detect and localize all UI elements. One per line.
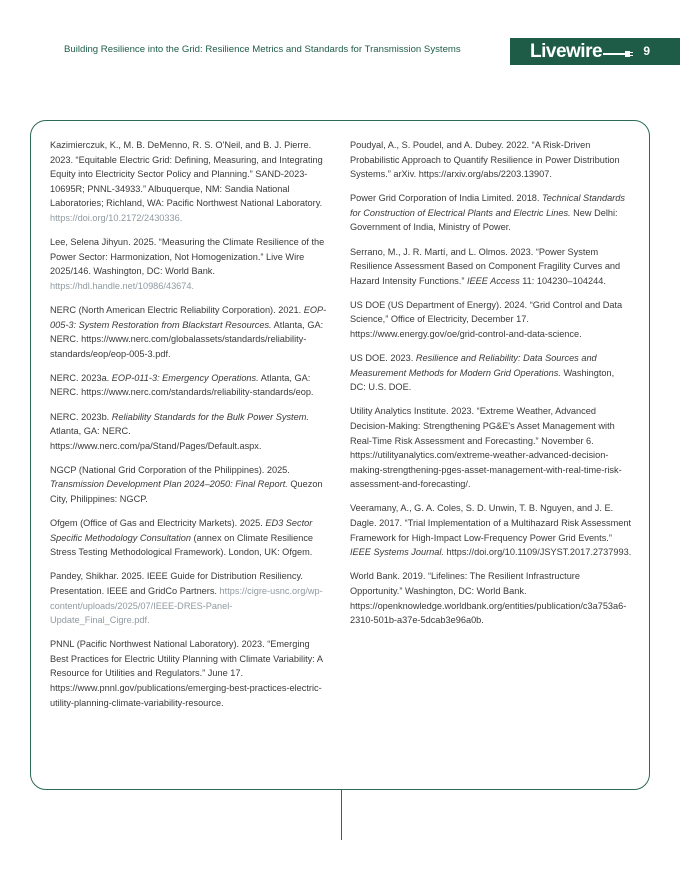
- references-left-column: [50, 138, 328, 720]
- reference-text: Quezon City, Philippines: NGCP.: [50, 479, 323, 504]
- reference-text: Pandey, Shikhar. 2025. IEEE Guide for Distribution Resiliency. Presentation. IEEE and GridCo Partners.: [50, 571, 303, 596]
- reference-text: Serrano, M., J. R. Martí, and L. Olmos. 2023. “Power System Resilience Assessment Based on Component Fragility Curves and Hazard Intensity Functions.”: [350, 246, 621, 286]
- reference-entry: [350, 351, 632, 395]
- reference-title: Transmission Development Plan 2024–2050: Final Report.: [50, 479, 288, 490]
- reference-text: US DOE. 2023.: [350, 353, 416, 364]
- livewire-logo: [530, 40, 633, 63]
- reference-entry: [350, 298, 632, 342]
- reference-link[interactable]: https://cigre-usnc.org/wp-content/uploads/2025/07/IEEE-DRES-Panel-Update_Final_Cigre.pdf.: [50, 585, 323, 626]
- reference-title: Resilience and Reliability: Data Sources and Measurement Methods for Modern Grid Operations.: [350, 353, 597, 378]
- reference-entry: [350, 191, 632, 235]
- reference-text: https://doi.org/10.1109/JSYST.2017.2737993.: [443, 547, 632, 558]
- brand-bar: [510, 38, 680, 65]
- column-divider: [341, 790, 342, 840]
- reference-entry: [350, 569, 632, 627]
- reference-text: New Delhi: Government of India, Ministry of Power.: [350, 207, 618, 233]
- reference-text: Atlanta, GA: NERC. https://www.nerc.com/globalassets/standards/reliability-standards/eop/eop-005-3.pdf.: [50, 319, 324, 359]
- logo-wordmark: Livewire: [530, 41, 603, 62]
- running-header-title: Building Resilience into the Grid: Resilience Metrics and Standards for Transmission Systems: [64, 44, 461, 55]
- reference-title: Technical Standards for Construction of Electrical Plants and Electric Lines.: [350, 193, 625, 218]
- reference-text: Power Grid Corporation of India Limited. 2018.: [350, 193, 543, 204]
- reference-title: EOP-011-3: Emergency Operations.: [111, 372, 259, 383]
- reference-text: Lee, Selena Jihyun. 2025. “Measuring the Climate Resilience of the Power Sector: Harmonization, Not Homogenization.” Live Wire 2025/146. Washington, DC: World Bank.: [50, 237, 325, 277]
- reference-text: NERC. 2023a.: [50, 372, 112, 383]
- reference-text: Atlanta, GA: NERC. https://www.nerc.com/pa/Stand/Pages/Default.aspx.: [50, 426, 262, 451]
- reference-entry: [350, 501, 632, 559]
- reference-text: PNNL (Pacific Northwest National Laboratory). 2023. “Emerging Best Practices for Electric Utility Planning with Climate Variability: A Resource for Utilities and Regulators.” June 17. https://www.pnnl.gov/publications/emerging-best-practices-electric-utility-planning-climate-variability-resource.: [50, 639, 323, 708]
- reference-text: Utility Analytics Institute. 2023. “Extreme Weather, Advanced Decision-Making: Strengthening PG&E's Asset Management with Real-Time Risk Assessment and Forecasting.” November 6. https://utilityanalytics.com/extreme-weather-advanced-decision-making-strengthening-pges-asset-management-with-real-time-risk-assessment-and-forecasting/.: [350, 406, 622, 490]
- reference-text: 11: 104230–104244.: [519, 275, 606, 286]
- reference-text: NERC (North American Electric Reliability Corporation). 2021.: [50, 304, 304, 315]
- reference-title: IEEE Systems Journal.: [350, 547, 444, 558]
- reference-entry: [50, 637, 328, 710]
- page-number: 9: [643, 44, 650, 58]
- reference-entry: [50, 235, 328, 293]
- reference-entry: [50, 303, 328, 361]
- reference-text: US DOE (US Department of Energy). 2024. “Grid Control and Data Science,” Office of Electricity, December 17. https://www.energy.gov/oe/grid-control-and-data-science.: [350, 299, 623, 340]
- reference-text: (annex on Climate Resilience Stress Testing Methodological Framework). London, UK: Ofgem.: [50, 532, 314, 558]
- reference-entry: [350, 404, 632, 492]
- reference-text: NGCP (National Grid Corporation of the Philippines). 2025.: [50, 464, 290, 475]
- reference-title: Reliability Standards for the Bulk Power System.: [111, 411, 309, 422]
- reference-text: Washington, DC: U.S. DOE.: [350, 367, 615, 393]
- reference-link[interactable]: https://hdl.handle.net/10986/43674.: [50, 280, 195, 291]
- reference-entry: [350, 138, 632, 182]
- reference-text: Atlanta, GA: NERC. https://www.nerc.com/standards/reliability-standards/eop.: [50, 372, 314, 398]
- reference-text: Poudyal, A., S. Poudel, and A. Dubey. 2022. “A Risk-Driven Probabilistic Approach to Quantify Resilience in Power Distribution Systems.” arXiv. https://arxiv.org/abs/2203.13907.: [350, 140, 620, 180]
- reference-entry: [50, 410, 328, 454]
- reference-text: World Bank. 2019. “Lifelines: The Resilient Infrastructure Opportunity.” Washington, DC: World Bank. https://openknowledge.worldbank.org/entities/publication/c3a753a6-2310-501b-a37e-5dcab3e96a0b.: [350, 571, 627, 626]
- reference-title: IEEE Access: [466, 275, 520, 286]
- reference-link[interactable]: https://doi.org/10.2172/2430336.: [50, 212, 183, 223]
- reference-entry: [50, 569, 328, 627]
- reference-entry: [50, 138, 328, 226]
- reference-entry: [350, 245, 632, 289]
- references-right-column: [350, 138, 632, 637]
- reference-entry: [50, 463, 328, 507]
- reference-text: NERC. 2023b.: [50, 411, 112, 422]
- reference-title: EOP-005-3: System Restoration from Blackstart Resources.: [50, 304, 327, 330]
- plug-icon: [603, 50, 633, 58]
- reference-entry: [50, 371, 328, 400]
- reference-text: Kazimierczuk, K., M. B. DeMenno, R. S. O'Neil, and B. J. Pierre. 2023. “Equitable Electric Grid: Defining, Measuring, and Integrating Equity into Electricity Sector Policy and Planning.” SAND-2023-10695R; PNNL-34933.” Albuquerque, NM: Sandia National Laboratories; Richland, WA: Pacific Northwest National Laboratory.: [50, 140, 323, 209]
- reference-text: Veeramany, A., G. A. Coles, S. D. Unwin, T. B. Nguyen, and J. E. Dagle. 2017. “Trial Implementation of a Multihazard Risk Assessment Framework for High-Impact Low-Frequency Power Grid Events.”: [350, 503, 632, 543]
- reference-entry: [50, 516, 328, 560]
- reference-text: Ofgem (Office of Gas and Electricity Markets). 2025.: [50, 518, 266, 529]
- reference-title: ED3 Sector Specific Methodology Consultation: [50, 518, 313, 543]
